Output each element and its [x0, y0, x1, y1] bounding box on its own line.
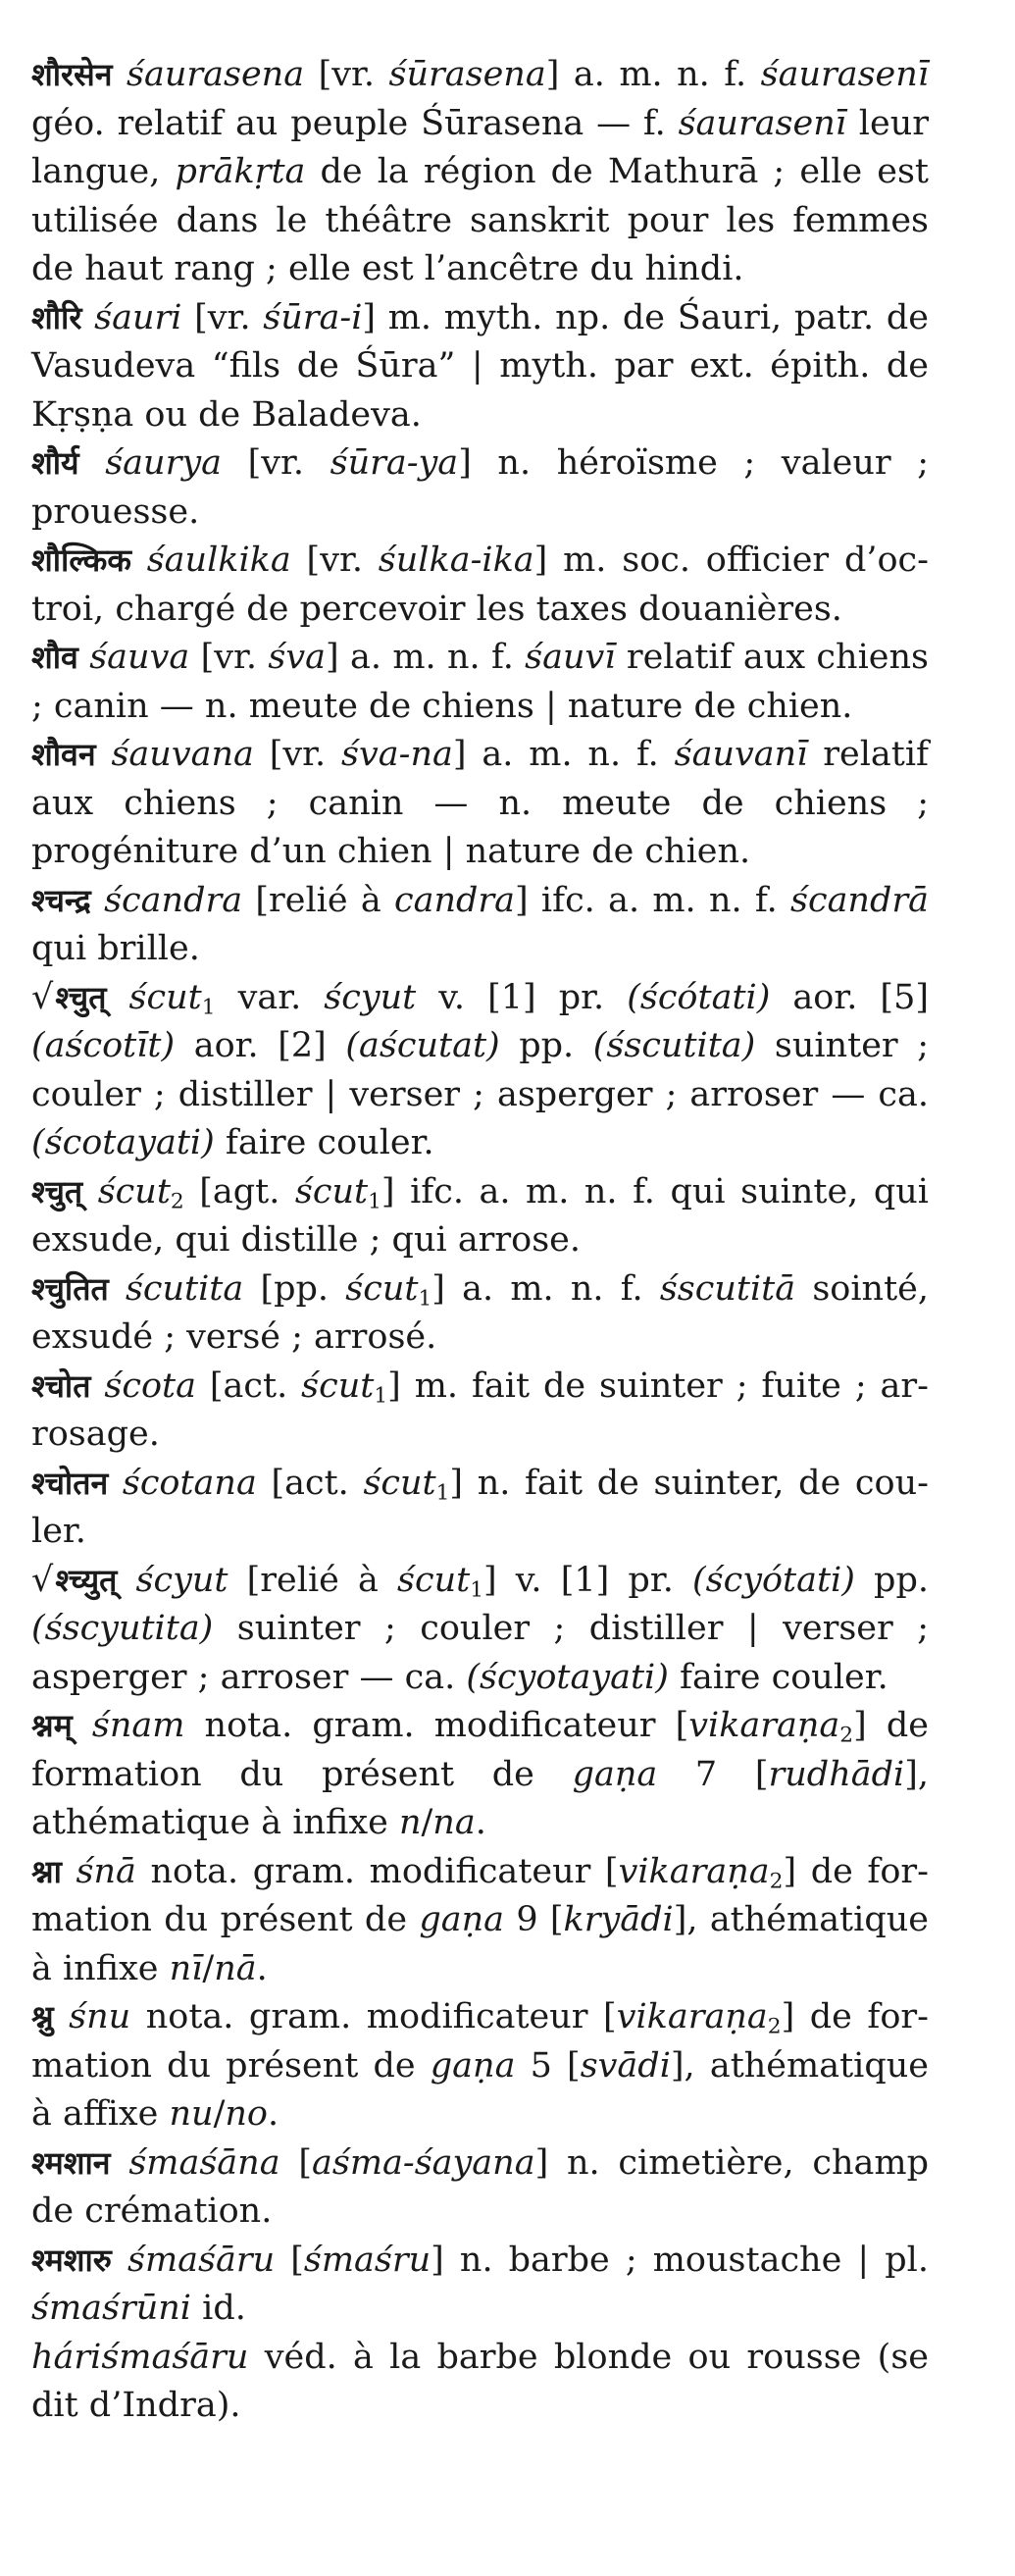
- dictionary-entry: [31, 439, 929, 537]
- entry-definition: ścota [act. ścut$_1$] m. fait de suinter ; fuite ; arrosage.: [31, 1365, 929, 1454]
- headword-devanagari: श्चुत्: [55, 978, 107, 1016]
- entry-definition: śaurasena [vr. śūrasena] a. m. n. f. śaurasenī géo. relatif au peuple Śūrasena — f. śaurasenī leur langue, prākṛta de la région de Mathurā ; elle est utilisée dans le théâtre sanskrit pour les femmes de haut rang ; elle est l’ancêtre du hindi.: [31, 55, 929, 288]
- dictionary-entry: [31, 1363, 929, 1460]
- headword-devanagari: श्मशान: [31, 2143, 111, 2182]
- dictionary-entry: [31, 1848, 929, 1994]
- dictionary-page: [31, 51, 929, 2431]
- root-mark-icon: √: [31, 977, 54, 1017]
- dictionary-entry: [31, 1460, 929, 1557]
- dictionary-entry: [31, 2237, 929, 2334]
- dictionary-entry: [31, 1168, 929, 1265]
- entry-definition: śauva [vr. śva] a. m. n. f. śauvī relatif aux chiens ; canin — n. meute de chiens | nature de chien.: [31, 638, 929, 726]
- dictionary-entry: [31, 2139, 929, 2237]
- dictionary-entry: [31, 1265, 929, 1363]
- dictionary-entry: [31, 294, 929, 440]
- entry-definition: ścotana [act. ścut$_1$] n. fait de suinter, de couler.: [31, 1463, 929, 1551]
- headword-devanagari: श्मशारु: [31, 2241, 112, 2279]
- entry-definition: śaulkika [vr. śulka-ika] m. soc. officier d’octroi, chargé de percevoir les taxes douanières.: [31, 541, 929, 629]
- headword-devanagari: शौल्किक: [31, 541, 131, 579]
- headword-devanagari: शौर्य: [31, 444, 79, 482]
- dictionary-entry: [31, 51, 929, 294]
- headword-devanagari: श्चन्द्र: [31, 881, 91, 919]
- root-mark-icon: √: [31, 1560, 54, 1600]
- headword-devanagari: श्चुतित: [31, 1269, 109, 1308]
- dictionary-entry: [31, 1557, 929, 1703]
- entry-definition: ścandra [relié à candra] ifc. a. m. n. f. ścandrā qui brille.: [31, 880, 929, 968]
- entry-definition: ścyut [relié à ścut$_1$] v. [1] pr. (ścyótati) pp. (śscyutita) suinter ; couler ; distiller | verser ; asperger ; arroser — ca. (ścyotayati) faire couler.: [31, 1560, 929, 1697]
- headword-devanagari: शौरि: [31, 298, 82, 336]
- entry-definition: śmaśāna [aśma-śayana] n. cimetière, champ de crémation.: [31, 2142, 929, 2231]
- headword-devanagari: श्च्युत्: [55, 1561, 118, 1599]
- entry-definition: śmaśāru [śmaśru] n. barbe ; moustache | pl. śmaśrūni id.: [31, 2240, 929, 2328]
- dictionary-entry: [31, 634, 929, 731]
- headword-devanagari: शौव: [31, 639, 78, 676]
- dictionary-entry: [31, 1993, 929, 2139]
- headword-devanagari: श्चुत्: [31, 1172, 83, 1211]
- entry-definition: ścutita [pp. ścut$_1$] a. m. n. f. śscutitā sointé, exsudé ; versé ; arrosé.: [31, 1268, 930, 1357]
- entry-definition: śnu nota. gram. modificateur [vikaraṇa$_2$] de formation du présent de gaṇa 5 [svādi], athématique à affixe nu/no.: [31, 1997, 929, 2134]
- dictionary-entry: [31, 731, 929, 877]
- dictionary-entry: [31, 2334, 929, 2431]
- dictionary-entry: [31, 877, 929, 974]
- entry-definition: śnam nota. gram. modificateur [vikaraṇa$_2$] de formation du présent de gaṇa 7 [rudhādi], athématique à infixe n/na.: [31, 1706, 929, 1842]
- entry-definition: śauvana [vr. śva-na] a. m. n. f. śauvanī relatif aux chiens ; canin — n. meute de chiens ; progéniture d’un chien | nature de chien.: [31, 735, 929, 871]
- dictionary-entry: [31, 537, 929, 634]
- headword-devanagari: शौरसेन: [31, 56, 113, 93]
- entry-definition: háriśmaśāru véd. à la barbe blonde ou rousse (se dit d’Indra).: [31, 2337, 929, 2425]
- headword-devanagari: श्ना: [31, 1852, 62, 1890]
- entry-definition: śauri [vr. śūra-i] m. myth. np. de Śauri, patr. de Vasudeva “fils de Śūra” | myth. par ext. épith. de Kṛṣṇa ou de Baladeva.: [31, 297, 929, 435]
- dictionary-entry: [31, 974, 929, 1168]
- headword-devanagari: श्नम्: [31, 1707, 73, 1744]
- dictionary-entry: [31, 1702, 929, 1848]
- headword-devanagari: शौवन: [31, 736, 96, 773]
- entry-definition: ścut$_2$ [agt. ścut$_1$] ifc. a. m. n. f. qui suinte, qui exsude, qui distille ; qui arrose.: [31, 1171, 929, 1260]
- headword-devanagari: श्चोतन: [31, 1464, 109, 1502]
- entry-definition: ścut$_1$ var. ścyut v. [1] pr. (ścótati) aor. [5] (aścotīt) aor. [2] (aścutat) pp. (śscutita) suinter ; couler ; distiller | verser ; asperger ; arroser — ca. (ścotayati) faire couler.: [31, 977, 930, 1162]
- headword-devanagari: श्चोत: [31, 1366, 91, 1405]
- headword-devanagari: श्नु: [31, 1998, 54, 2035]
- entry-definition: śnā nota. gram. modificateur [vikaraṇa$_2$] de formation du présent de gaṇa 9 [kryādi], athématique à infixe nī/nā.: [31, 1851, 929, 1988]
- entry-definition: śaurya [vr. śūra-ya] n. héroïsme ; valeur ; prouesse.: [31, 443, 929, 532]
